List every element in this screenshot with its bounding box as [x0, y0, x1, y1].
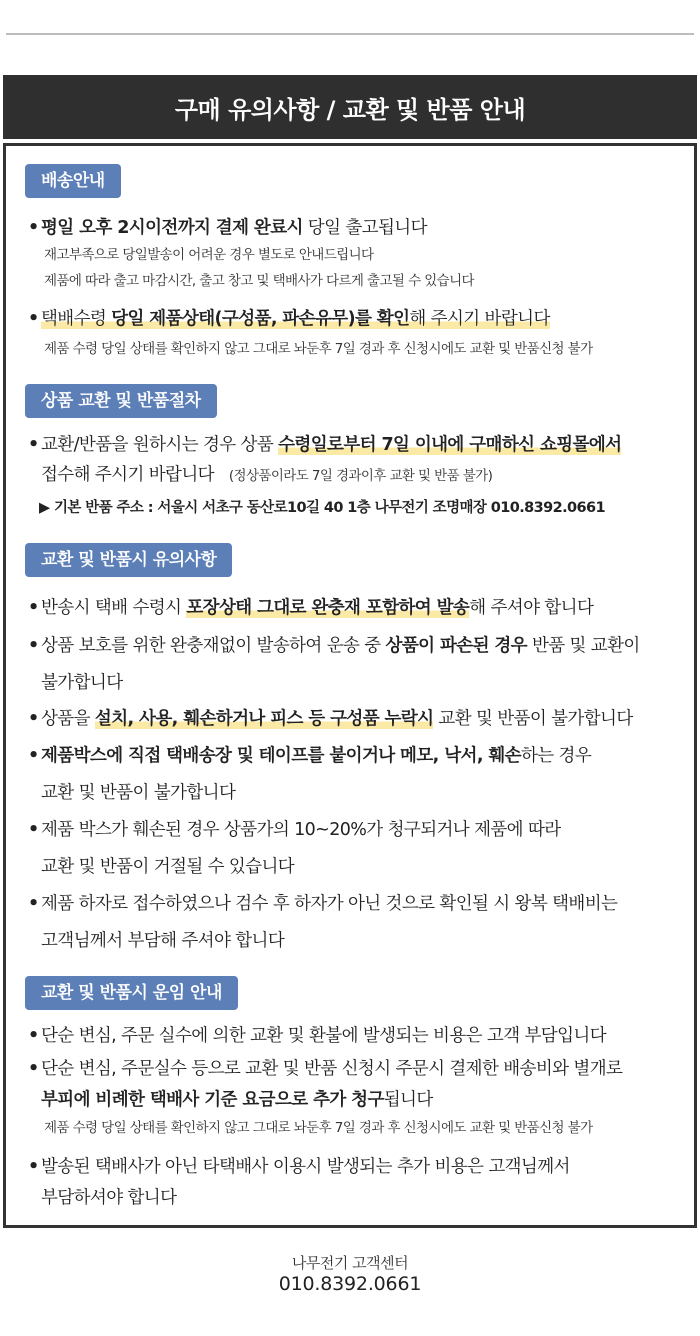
caution-bullet-3: • 상품을 설치, 사용, 훼손하거나 피스 등 구성품 누락시 교환 및 반품이 불가합니다	[28, 706, 633, 732]
bullet-dot: •	[28, 1059, 39, 1079]
shipping-note-1: 재고부족으로 당일발송이 어려운 경우 별도로 안내드립니다	[44, 247, 374, 263]
bullet-dot: •	[28, 746, 39, 766]
bullet-dot: •	[28, 309, 39, 329]
caution-bullet-5: • 제품 박스가 훼손된 경우 상품가의 10~20%가 청구되거나 제품에 따라	[28, 817, 561, 843]
customer-center-phone: 010.8392.0661	[278, 1273, 422, 1295]
customer-center-label: 나무전기 고객센터	[291, 1254, 409, 1272]
fees-bullet-3: • 발송된 택배사가 아닌 타택배사 이용시 발생되는 추가 비용은 고객님께서	[28, 1154, 570, 1180]
caution-bullet-4: • 제품박스에 직접 택배송장 및 테이프를 붙이거나 메모, 낙서, 훼손하는 경우	[28, 743, 591, 769]
section-label-exchange: 상품 교환 및 반품절차	[25, 384, 217, 418]
shipping-note-3: 제품 수령 당일 상태를 확인하지 않고 그대로 놔둔후 7일 경과 후 신청시에도 교환 및 반품신청 불가	[44, 341, 593, 357]
bullet-dot: •	[28, 709, 39, 729]
caution-bullet-2-cont: 불가합니다	[41, 673, 123, 693]
fees-bullet-3-cont: 부담하셔야 합니다	[41, 1188, 177, 1208]
bullet-dot: •	[28, 636, 39, 656]
fees-note: 제품 수령 당일 상태를 확인하지 않고 그대로 놔둔후 7일 경과 후 신청시에도 교환 및 반품신청 불가	[44, 1120, 593, 1136]
section-label-shipping: 배송안내	[25, 164, 121, 198]
fees-bullet-1: • 단순 변심, 주문 실수에 의한 교환 및 환불에 발생되는 비용은 고객 부담입니다	[28, 1023, 606, 1049]
bullet-dot: •	[28, 435, 39, 455]
caution-bullet-1: • 반송시 택배 수령시 포장상태 그대로 완충재 포함하여 발송해 주셔야 합니다	[28, 595, 593, 621]
shipping-bullet-2: • 택배수령 당일 제품상태(구성품, 파손유무)를 확인해 주시기 바랍니다	[28, 306, 550, 332]
exchange-bullet-1: • 교환/반품을 원하시는 경우 상품 수령일로부터 7일 이내에 구매하신 쇼핑몰에서	[28, 432, 621, 458]
section-label-fees: 교환 및 반품시 운임 안내	[25, 976, 238, 1010]
return-address: ▶ 기본 반품 주소 : 서울시 서초구 동산로10길 40 1층 나무전기 조명매장 010.8392.0661	[39, 500, 605, 516]
shipping-note-2: 제품에 따라 출고 마감시간, 출고 창고 및 택배사가 다르게 출고될 수 있습니다	[44, 273, 474, 289]
caution-bullet-6: • 제품 하자로 접수하였으나 검수 후 하자가 아닌 것으로 확인될 시 왕복 택배비는	[28, 891, 617, 917]
caution-bullet-4-cont: 교환 및 반품이 불가합니다	[41, 783, 236, 803]
top-divider	[6, 33, 694, 35]
fees-bullet-2: • 단순 변심, 주문실수 등으로 교환 및 반품 신청시 주문시 결제한 배송비와 별개로	[28, 1056, 622, 1082]
bullet-dot: •	[28, 218, 39, 238]
page-title: 구매 유의사항 / 교환 및 반품 안내	[3, 75, 697, 139]
notice-box	[3, 143, 697, 1228]
bullet-dot: •	[28, 894, 39, 914]
caution-bullet-2: • 상품 보호를 위한 완충재없이 발송하여 운송 중 상품이 파손된 경우 반품 및 교환이	[28, 633, 640, 659]
shipping-bullet-1: • 평일 오후 2시이전까지 결제 완료시 당일 출고됩니다	[28, 215, 427, 241]
bullet-dot: •	[28, 1026, 39, 1046]
caution-bullet-6-cont: 고객님께서 부담해 주셔야 합니다	[41, 931, 285, 951]
bullet-dot: •	[28, 598, 39, 618]
exchange-bullet-1-cont: 접수해 주시기 바랍니다 (정상품이라도 7일 경과이후 교환 및 반품 불가)	[41, 465, 493, 485]
bullet-dot: •	[28, 1157, 39, 1177]
section-label-caution: 교환 및 반품시 유의사항	[25, 543, 232, 577]
caution-bullet-5-cont: 교환 및 반품이 거절될 수 있습니다	[41, 857, 295, 877]
fees-bullet-2-cont: 부피에 비례한 택배사 기준 요금으로 추가 청구됩니다	[41, 1090, 433, 1110]
bullet-dot: •	[28, 820, 39, 840]
